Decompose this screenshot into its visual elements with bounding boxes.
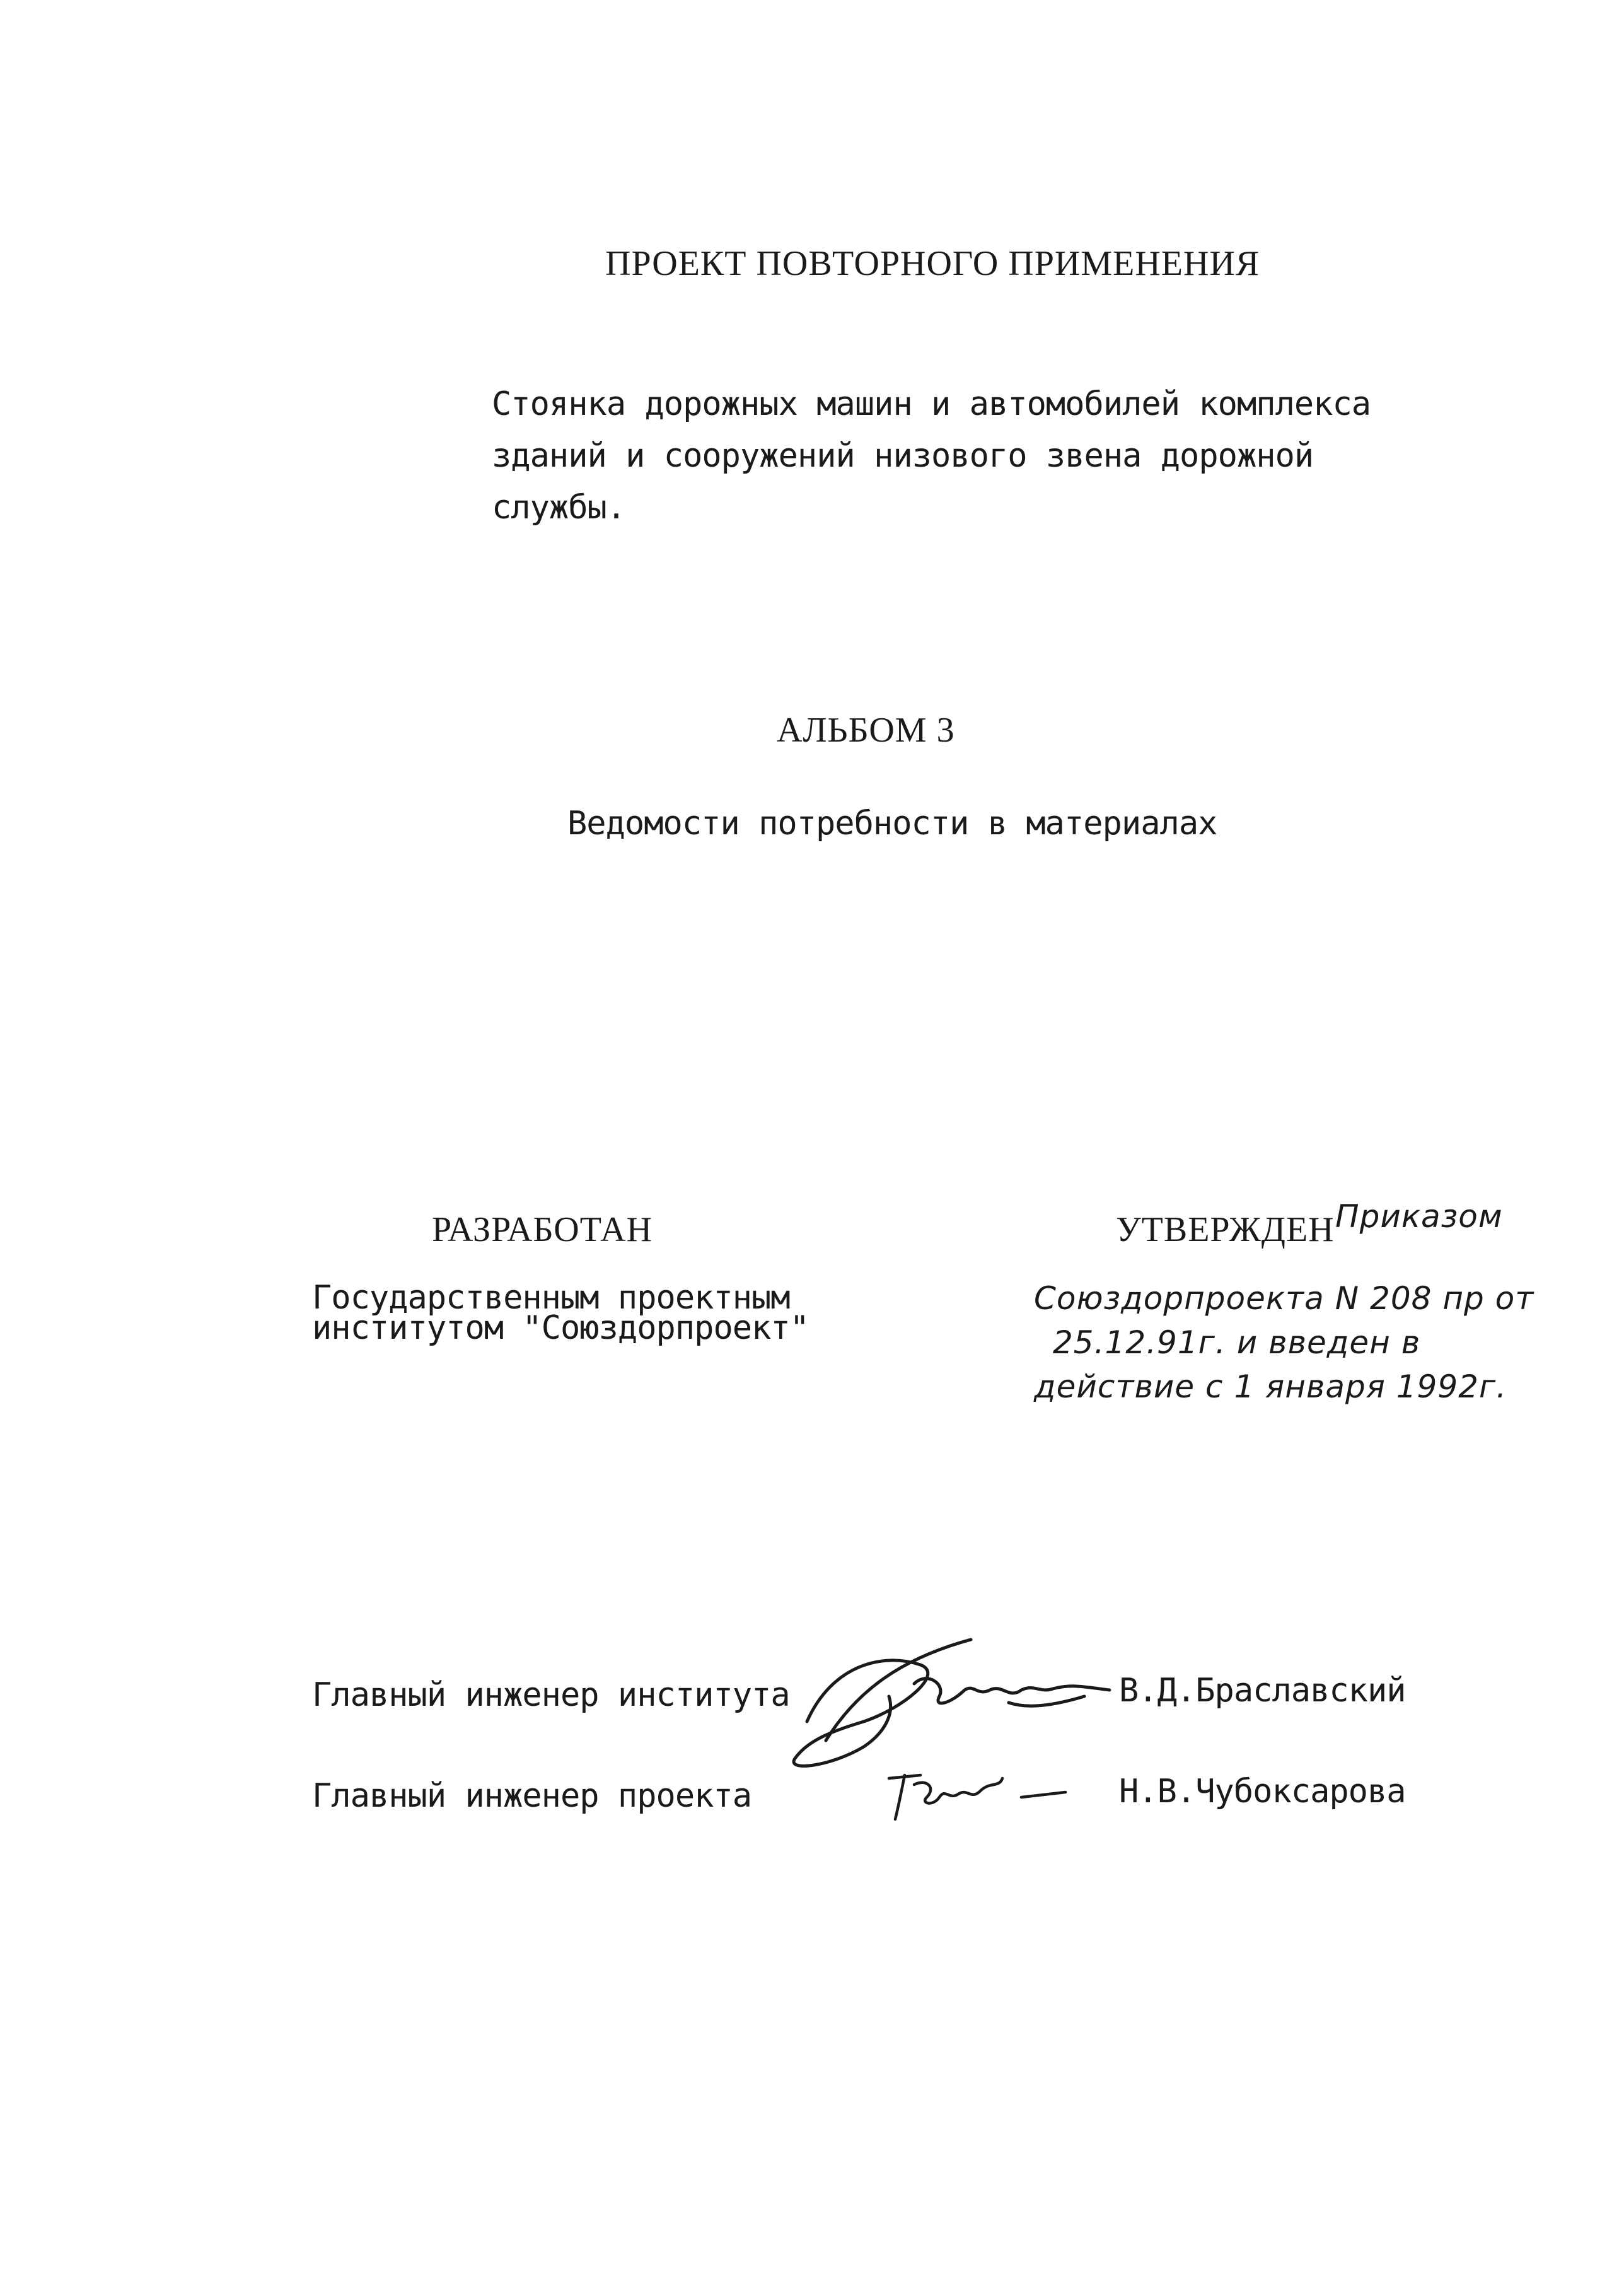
developed-line: Государственным проектным [312, 1279, 790, 1317]
signature-name: В.Д.Браславский [1119, 1672, 1406, 1710]
description-line: службы. [492, 489, 626, 527]
project-description [492, 378, 1437, 533]
approved-order-line: 25.12.91г. и введен в [1053, 1324, 1421, 1361]
signature-role: Главный инженер института [312, 1676, 790, 1714]
description-line: зданий и сооружений низового звена дорожной [492, 437, 1314, 475]
developed-label: РАЗРАБОТАН [432, 1210, 653, 1249]
approved-order-line: Приказом [1335, 1198, 1503, 1235]
approved-order-line: Союздорпроекта N 208 пр от [1034, 1280, 1534, 1317]
album-subtitle: Ведомости потребности в материалах [567, 805, 1217, 842]
description-line: Стоянка дорожных машин и автомобилей комплекса [492, 385, 1371, 423]
approved-order-line: действие с 1 января 1992г. [1034, 1368, 1507, 1405]
project-header: ПРОЕКТ ПОВТОРНОГО ПРИМЕНЕНИЯ [605, 244, 1260, 283]
approved-label: УТВЕРЖДЕН [1116, 1210, 1335, 1249]
signature-role: Главный инженер проекта [312, 1777, 752, 1815]
signature-image [876, 1753, 1078, 1829]
developed-line: институтом "Союздорпроект" [312, 1309, 809, 1347]
signature-name: Н.В.Чубоксарова [1119, 1773, 1406, 1810]
album-title: АЛЬБОМ 3 [777, 711, 955, 750]
